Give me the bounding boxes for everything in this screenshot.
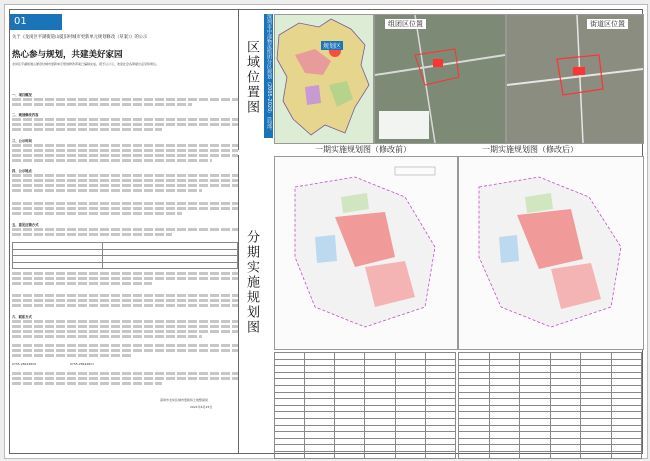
text-line <box>12 272 238 275</box>
text-line <box>12 154 238 157</box>
text-line <box>12 159 212 162</box>
text-line <box>12 282 152 285</box>
text-line <box>12 128 162 131</box>
north-arrow-box <box>395 167 435 175</box>
legend-box <box>379 111 429 139</box>
text-line <box>12 174 238 177</box>
blue-strip-label: 深圳市中部物流组团分区规划（2005-2020）（局部、平湖、横岗） <box>264 14 273 138</box>
phase-plan-title: 分期实施规划图 <box>244 230 259 335</box>
page-frame <box>9 9 643 454</box>
site-marker <box>433 59 443 67</box>
text-line <box>12 202 238 205</box>
text-line <box>12 382 162 385</box>
before-title: 一期实施规划图（修改前） <box>315 145 411 154</box>
text-line <box>12 325 238 328</box>
text-line <box>12 144 238 147</box>
text-line <box>12 123 238 126</box>
text-line <box>12 228 238 231</box>
text-line <box>12 207 238 210</box>
signature: 深圳市龙岗区城市更新和土地整备局 <box>160 398 209 402</box>
text-line <box>12 354 132 357</box>
after-title: 一期实施规划图（修改后） <box>482 145 578 154</box>
satellite-bg <box>507 15 643 143</box>
text-line <box>12 335 202 338</box>
text-line <box>12 118 238 121</box>
plan-after-graphic <box>459 157 643 349</box>
plot-blue <box>315 235 337 263</box>
contact-phone: 0755-28944829 <box>12 362 36 366</box>
contact-fax: 0755-28944821 <box>70 362 94 366</box>
zoning-purple <box>305 85 321 105</box>
section-heading: 三、公示时间 <box>12 139 32 143</box>
zoning-map-graphic <box>275 15 373 143</box>
group-location-map <box>374 14 506 144</box>
text-line <box>12 320 238 323</box>
text-line <box>12 349 238 352</box>
section-heading: 二、规划修改内容 <box>12 113 39 117</box>
group-location-label: 组团区位置 <box>385 19 426 29</box>
text-line <box>12 103 192 106</box>
text-line <box>12 344 238 347</box>
info-table <box>12 242 238 269</box>
after-table <box>458 352 642 459</box>
street-map-graphic <box>507 15 643 143</box>
section-heading: 四、公示地点 <box>12 169 32 173</box>
text-line <box>12 330 238 333</box>
text-line <box>12 149 238 152</box>
document-sheet <box>4 4 648 459</box>
zoning-map <box>274 14 374 144</box>
text-line <box>12 277 238 280</box>
text-line <box>12 189 202 192</box>
section-heading: 五、意见反馈方式 <box>12 223 39 227</box>
street-location-label: 街道区位置 <box>587 19 628 29</box>
text-line <box>12 372 238 375</box>
district-outline <box>277 19 369 135</box>
plot-blue <box>499 235 519 263</box>
text-line <box>12 377 238 380</box>
group-map-graphic <box>375 15 505 143</box>
text-line <box>12 179 238 182</box>
headline: 热心参与规划，共建美好家园 <box>12 50 123 60</box>
street-location-map <box>506 14 644 144</box>
intro-text: 龙岗区平湖街道山厦旧村城市更新单元规划修改草案已编制完成，现予以公示，欢迎社会各界提出意见和建议。 <box>12 62 160 66</box>
section-heading: 六、联系方式 <box>12 315 32 319</box>
page-number: 01 <box>10 14 62 30</box>
plan-before-graphic <box>275 157 457 349</box>
site-marker <box>573 67 585 75</box>
before-table <box>274 352 456 459</box>
section-heading: 一、项目概况 <box>12 93 32 97</box>
text-line <box>12 233 172 236</box>
date: 2021年6月25日 <box>190 405 213 409</box>
text-line <box>12 212 182 215</box>
plan-after-map <box>458 156 644 350</box>
text-line <box>12 98 238 101</box>
text-line <box>12 304 238 307</box>
planning-area-label: 规划区 <box>323 43 342 50</box>
text-line <box>12 294 238 297</box>
text-line <box>12 184 238 187</box>
area-location-title: 区域位置图 <box>244 40 259 115</box>
document-title: 关于《龙岗区平湖街道山厦旧村城市更新单元规划修改（草案）》的公示 <box>12 35 148 40</box>
plan-before-map <box>274 156 458 350</box>
text-line <box>12 299 238 302</box>
